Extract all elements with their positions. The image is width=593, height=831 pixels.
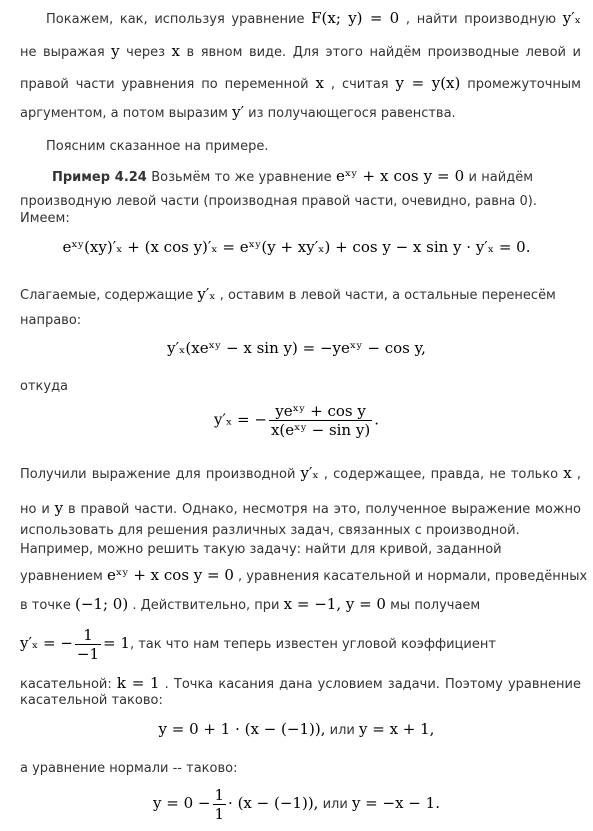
text: в правой части. Однако, несмотря на это, полученное выражение можно [68, 502, 581, 517]
fraction [213, 786, 227, 823]
fraction-numerator: yeˣʸ + cos y [269, 402, 372, 421]
formula-part: y = x + 1, [358, 720, 435, 738]
text: , [576, 467, 581, 482]
formula-inline: k = 1 [116, 674, 160, 692]
fraction [75, 626, 101, 663]
paragraph-1-line-4 [20, 103, 581, 123]
text: , содержащее, правда, не только [323, 467, 559, 482]
paragraph-4-line-8 [20, 674, 581, 694]
paragraph-4-line-9 [20, 692, 581, 710]
formula-part: y′ₓ = − [214, 410, 267, 429]
formula-inline: y = y(x) [395, 74, 461, 92]
formula-part: y = 0 + 1 · (x − (−1)), [158, 720, 326, 738]
example-line-1 [52, 167, 533, 187]
formula-inline: x = −1, y = 0 [283, 595, 386, 613]
text: производную левой части (производная правой части, очевидно, равна 0). [20, 194, 537, 209]
paragraph-3-line-1 [20, 285, 581, 305]
text: , оставим в левой части, а остальные перенесём [219, 288, 556, 303]
example-line-2 [20, 193, 581, 211]
formula-inline: eˣʸ + x cos y = 0 [335, 167, 465, 185]
formula-part: y′ₓ = − [20, 634, 73, 652]
text: откуда [20, 379, 69, 394]
fraction-denominator: 1 [214, 805, 225, 823]
formula-3 [0, 402, 593, 439]
text: через [126, 45, 166, 60]
paragraph-4-line-4 [20, 541, 581, 559]
formula-part: = 1 [103, 634, 130, 652]
text: Получили выражение для производной [20, 467, 296, 482]
formula-inline: y′ₓ [300, 464, 319, 482]
paragraph-4-line-3 [20, 522, 581, 540]
text: мы получаем [390, 598, 481, 613]
formula-inline: x [171, 42, 180, 60]
fraction [269, 402, 372, 439]
paragraph-4-line-1 [20, 464, 581, 484]
paragraph-4-line-6 [20, 595, 581, 615]
formula-inline: x [315, 74, 324, 92]
paragraph-4-line-5 [20, 566, 588, 586]
paragraph-5 [20, 760, 581, 778]
text: Имеем: [20, 211, 70, 226]
text: Поясним сказанное на примере. [46, 139, 269, 154]
formula-4 [0, 720, 593, 738]
text: использовать для решения различных задач, связанных с производной. [20, 523, 520, 538]
formula-part: · (x − (−1)), [228, 794, 319, 812]
formula-inline: y′ₓ [562, 9, 582, 27]
formula-part: y = 0 − [153, 794, 211, 812]
text: Слагаемые, содержащие [20, 288, 194, 303]
text: касательной таково: [20, 693, 163, 708]
formula-inline: F(x; y) = 0 [311, 9, 400, 27]
text: промежуточным [467, 77, 581, 92]
text: Возьмём то же уравнение [151, 170, 332, 185]
paragraph-3-line-2 [20, 312, 581, 330]
text: , найти производную [405, 12, 557, 27]
text: а уравнение нормали -- таково: [20, 761, 238, 776]
paragraph-1-line-2 [20, 42, 581, 62]
text: , считая [330, 77, 389, 92]
text: уравнением [20, 569, 103, 584]
text: касательной: [20, 677, 112, 692]
formula-part: . [374, 410, 379, 429]
fraction-numerator: 1 [75, 626, 101, 645]
formula-inline: y [54, 499, 64, 517]
text: , уравнения касательной и нормали, проведённых [238, 569, 588, 584]
text: не выражая [20, 45, 105, 60]
word-otkuda [20, 378, 581, 396]
text: , так что нам теперь известен угловой коэффициент [129, 637, 496, 652]
paragraph-1-line-1 [46, 9, 581, 29]
text: и найдём [468, 170, 534, 185]
formula-5 [0, 786, 593, 823]
formula-inline: x [563, 464, 572, 482]
fraction-denominator: −1 [76, 645, 100, 663]
text: в явном виде. Для этого найдём производные левой и [186, 45, 581, 60]
text: в точке [20, 598, 71, 613]
formula-inline: eˣʸ + x cos y = 0 [106, 566, 234, 584]
text: но и [20, 502, 50, 517]
paragraph-1-line-3 [20, 74, 581, 94]
text: Покажем, как, используя уравнение [46, 12, 305, 27]
text: или [329, 723, 355, 738]
formula-2: y′ₓ(xeˣʸ − x sin y) = −yeˣʸ − cos y, [167, 339, 426, 357]
example-label: Пример 4.24 [52, 170, 147, 185]
text: . Точка касания дана условием задачи. Поэтому уравнение [164, 677, 581, 692]
text: направо: [20, 313, 82, 328]
text: аргументом, а потом выразим [20, 106, 228, 121]
fraction-denominator: x(eˣʸ − sin y) [270, 421, 371, 439]
formula-inline: y [111, 42, 120, 60]
paragraph-4-line-2 [20, 499, 581, 519]
example-line-3 [20, 210, 581, 228]
text: правой части уравнения по переменной [20, 77, 309, 92]
paragraph-2 [46, 138, 581, 156]
formula-inline: y′ₓ [197, 285, 216, 303]
text: Например, можно решить такую задачу: найти для кривой, заданной [20, 542, 502, 557]
text: из получающегося равенства. [248, 106, 456, 121]
paragraph-4-line-7 [20, 626, 581, 663]
formula-inline: (−1; 0) [75, 595, 129, 613]
text: . Действительно, при [132, 598, 280, 613]
formula-inline: y′ [232, 103, 245, 121]
fraction-numerator: 1 [214, 786, 225, 804]
formula-part: y = −x − 1. [351, 794, 440, 812]
formula-1: eˣʸ(xy)′ₓ + (x cos y)′ₓ = eˣʸ(y + xy′ₓ) + cos y − x sin y · y′ₓ = 0. [62, 238, 531, 256]
text: или [322, 797, 348, 812]
